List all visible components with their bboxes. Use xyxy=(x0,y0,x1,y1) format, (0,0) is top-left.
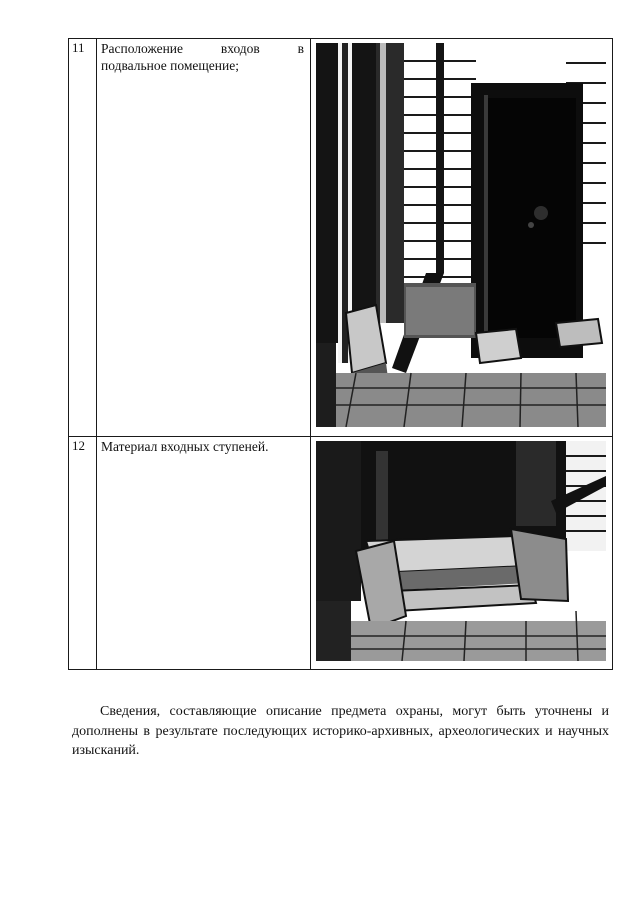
protected-subject-table xyxy=(68,38,613,670)
entrance-to-basement-photo xyxy=(316,43,606,427)
row-number: 12 xyxy=(69,437,97,670)
closing-note-paragraph: Сведения, составляющие описание предмета охраны, могут быть уточнены и дополнены в результате последующих историко-архивных, археологических и научных изысканий. xyxy=(72,704,609,758)
row-description: Расположение входов в подвальное помещение; xyxy=(97,39,311,437)
row-description: Материал входных ступеней. xyxy=(97,437,311,670)
table-row xyxy=(69,39,613,437)
row-number: 11 xyxy=(69,39,97,437)
table-row xyxy=(69,437,613,670)
entrance-steps-photo xyxy=(316,441,606,661)
row-photo-cell xyxy=(311,437,613,670)
row-photo-cell xyxy=(311,39,613,437)
